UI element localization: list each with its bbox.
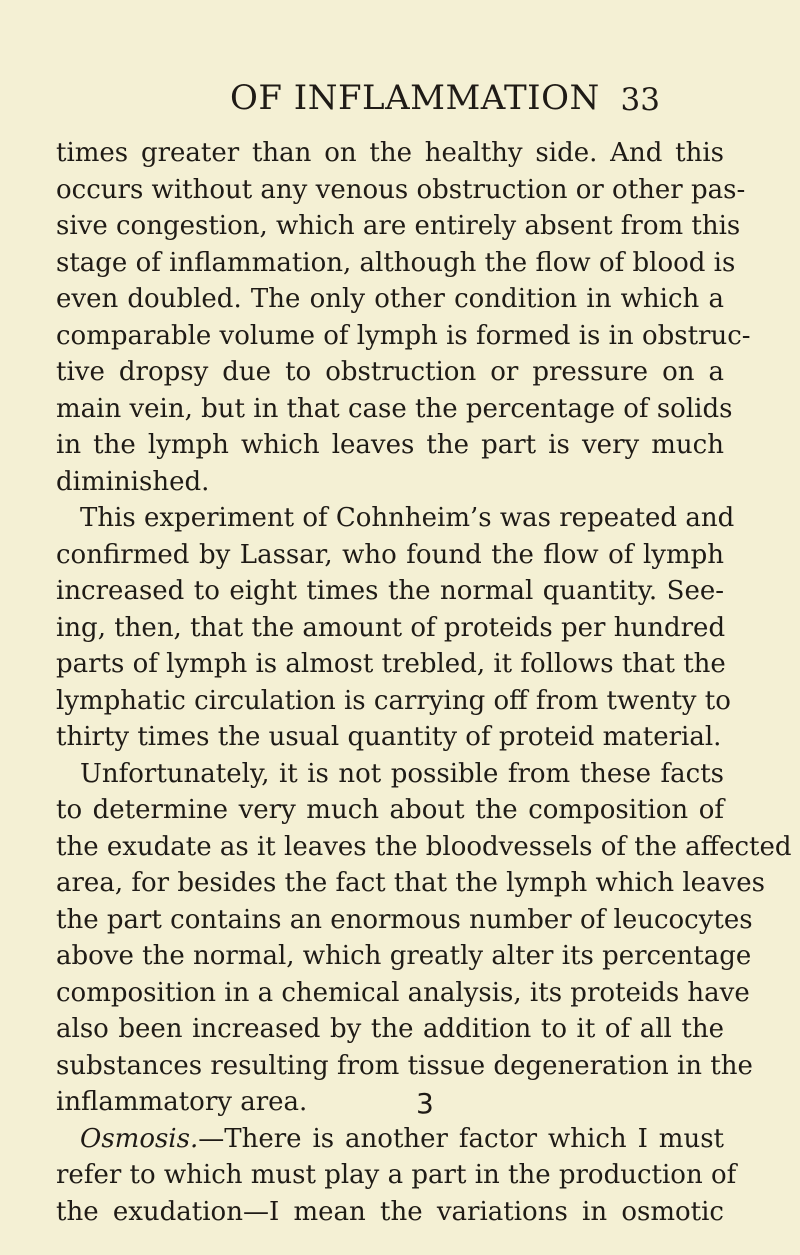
- page-number: 33: [620, 82, 660, 118]
- text-line: diminished.: [56, 466, 210, 497]
- text-line: in the lymph which leaves the part is very much: [56, 430, 724, 460]
- osmosis-first-line: —There is another factor which I must: [198, 1123, 724, 1154]
- text-line: refer to which must play a part in the production of: [56, 1160, 737, 1190]
- text-line: occurs without any venous obstruction or other pas-: [56, 174, 746, 205]
- text-line: the exudation—I mean the variations in osmotic: [56, 1196, 724, 1227]
- text-line: main vein, but in that case the percentage of solids: [56, 393, 733, 424]
- osmosis-paragraph-start: [56, 1121, 724, 1158]
- text-line: comparable volume of lymph is formed is in obstruc-: [56, 320, 751, 351]
- text-line: substances resulting from tissue degeneration in the: [56, 1050, 753, 1081]
- text-line: thirty times the usual quantity of proteid material.: [56, 722, 722, 752]
- text-line: times greater than on the healthy side. And this: [56, 138, 724, 168]
- text-line: Unfortunately, it is not possible from these facts: [80, 758, 724, 789]
- text-line: increased to eight times the normal quantity. See-: [56, 576, 724, 606]
- text-line: above the normal, which greatly alter its percentage: [56, 941, 752, 971]
- text-line: ing, then, that the amount of proteids per hundred: [56, 612, 726, 643]
- text-line: This experiment of Cohnheim’s was repeated and: [80, 503, 735, 533]
- text-line: area, for besides the fact that the lymph which leaves: [56, 868, 765, 898]
- text-line: confirmed by Lassar, who found the flow of lymph: [56, 539, 724, 570]
- text-line: even doubled. The only other condition in which a: [56, 284, 724, 314]
- text-line: stage of inflammation, although the flow of blood is: [56, 247, 736, 278]
- signature-mark: 3: [416, 1087, 434, 1120]
- text-line: also been increased by the addition to it of all the: [56, 1014, 724, 1044]
- text-line: parts of lymph is almost trebled, it follows that the: [56, 649, 726, 679]
- body-text: [56, 135, 792, 1230]
- running-title: OF INFLAMMATION: [230, 78, 600, 118]
- osmosis-heading: Osmosis.: [80, 1123, 199, 1154]
- text-line: sive congestion, which are entirely absent from this: [56, 211, 741, 241]
- text-line: composition in a chemical analysis, its proteids have: [56, 977, 750, 1008]
- text-line: tive dropsy due to obstruction or pressure on a: [56, 357, 724, 387]
- text-line: the exudate as it leaves the bloodvessels of the affected: [56, 831, 792, 862]
- text-line: the part contains an enormous number of leucocytes: [56, 904, 753, 935]
- text-line: to determine very much about the composition of: [56, 795, 724, 825]
- text-line: lymphatic circulation is carrying off from twenty to: [56, 685, 731, 716]
- running-head: [200, 78, 660, 128]
- text-line: inflammatory area.: [56, 1087, 308, 1117]
